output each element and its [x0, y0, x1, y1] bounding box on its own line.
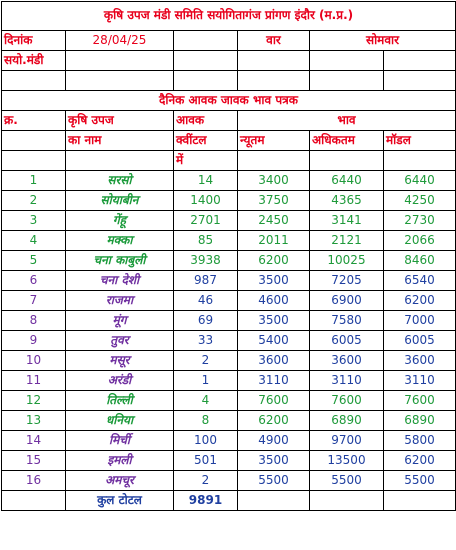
row-modal-price: 6890 [384, 411, 456, 431]
row-min-price: 5500 [238, 471, 310, 491]
row-modal-price: 2066 [384, 231, 456, 251]
row-serial: 8 [2, 311, 66, 331]
row-modal-price: 3110 [384, 371, 456, 391]
table-row [2, 371, 456, 391]
row-min-price: 3600 [238, 351, 310, 371]
row-serial: 15 [2, 451, 66, 471]
empty-cell [310, 151, 384, 171]
row-crop-name: सोयाबीन [66, 191, 174, 211]
table-row [2, 331, 456, 351]
table-row [2, 211, 456, 231]
row-arrival: 14 [174, 171, 238, 191]
row-modal-price: 5800 [384, 431, 456, 451]
row-arrival: 2701 [174, 211, 238, 231]
row-min-price: 3500 [238, 451, 310, 471]
row-modal-price: 6200 [384, 291, 456, 311]
row-crop-name: अरंडी [66, 371, 174, 391]
row-arrival: 987 [174, 271, 238, 291]
empty-cell [2, 131, 66, 151]
table-row [2, 391, 456, 411]
row-modal-price: 3600 [384, 351, 456, 371]
row-min-price: 6200 [238, 251, 310, 271]
table-row [2, 351, 456, 371]
row-serial: 10 [2, 351, 66, 371]
row-min-price: 6200 [238, 411, 310, 431]
empty-cell [2, 151, 66, 171]
row-arrival: 501 [174, 451, 238, 471]
row-modal-price: 6540 [384, 271, 456, 291]
row-max-price: 2121 [310, 231, 384, 251]
row-max-price: 6890 [310, 411, 384, 431]
day-label: वार [238, 31, 310, 51]
row-max-price: 13500 [310, 451, 384, 471]
row-arrival: 33 [174, 331, 238, 351]
header-price: भाव [238, 111, 456, 131]
row-modal-price: 4250 [384, 191, 456, 211]
row-max-price: 9700 [310, 431, 384, 451]
row-crop-name: राजमा [66, 291, 174, 311]
empty-cell [310, 51, 384, 71]
row-arrival: 8 [174, 411, 238, 431]
row-min-price: 3400 [238, 171, 310, 191]
row-max-price: 7580 [310, 311, 384, 331]
report-title: दैनिक आवक जावक भाव पत्रक [2, 91, 456, 111]
row-min-price: 3750 [238, 191, 310, 211]
row-max-price: 10025 [310, 251, 384, 271]
header-arrival-line1: आवक [174, 111, 238, 131]
row-min-price: 2011 [238, 231, 310, 251]
table-row [2, 251, 456, 271]
row-serial: 14 [2, 431, 66, 451]
row-max-price: 7205 [310, 271, 384, 291]
total-label: कुल टोटल [66, 491, 174, 511]
empty-cell [66, 71, 174, 91]
header-max: अधिकतम [310, 131, 384, 151]
row-crop-name: गेंहू [66, 211, 174, 231]
row-min-price: 2450 [238, 211, 310, 231]
table-row [2, 431, 456, 451]
row-modal-price: 8460 [384, 251, 456, 271]
row-serial: 11 [2, 371, 66, 391]
row-crop-name: चना देशी [66, 271, 174, 291]
row-arrival: 100 [174, 431, 238, 451]
empty-cell [174, 71, 238, 91]
row-arrival: 4 [174, 391, 238, 411]
row-modal-price: 2730 [384, 211, 456, 231]
row-crop-name: मसूर [66, 351, 174, 371]
row-max-price: 3141 [310, 211, 384, 231]
header-arrival-line2: क्वींटल [174, 131, 238, 151]
row-min-price: 3500 [238, 311, 310, 331]
row-min-price: 4600 [238, 291, 310, 311]
table-row [2, 411, 456, 431]
row-min-price: 3500 [238, 271, 310, 291]
total-row [2, 491, 456, 511]
row-serial: 4 [2, 231, 66, 251]
row-serial: 12 [2, 391, 66, 411]
empty-cell [66, 51, 174, 71]
row-crop-name: अमचूर [66, 471, 174, 491]
row-crop-name: चना काबुली [66, 251, 174, 271]
header-crop-line1: कृषि उपज [66, 111, 174, 131]
empty-cell [384, 151, 456, 171]
row-crop-name: तुवर [66, 331, 174, 351]
row-serial: 7 [2, 291, 66, 311]
row-max-price: 6900 [310, 291, 384, 311]
row-max-price: 3600 [310, 351, 384, 371]
row-arrival: 2 [174, 351, 238, 371]
empty-cell [238, 51, 310, 71]
row-serial: 3 [2, 211, 66, 231]
table-row [2, 311, 456, 331]
day-value: सोमवार [310, 31, 456, 51]
table-row [2, 471, 456, 491]
row-arrival: 1400 [174, 191, 238, 211]
empty-cell [310, 71, 384, 91]
row-min-price: 5400 [238, 331, 310, 351]
empty-cell [384, 491, 456, 511]
row-max-price: 7600 [310, 391, 384, 411]
empty-cell [2, 71, 66, 91]
row-modal-price: 6440 [384, 171, 456, 191]
empty-cell [66, 151, 174, 171]
table-row [2, 451, 456, 471]
row-modal-price: 6005 [384, 331, 456, 351]
row-crop-name: सरसो [66, 171, 174, 191]
row-crop-name: तिल्ली [66, 391, 174, 411]
empty-cell [2, 491, 66, 511]
row-serial: 13 [2, 411, 66, 431]
row-crop-name: धनिया [66, 411, 174, 431]
row-crop-name: मक्का [66, 231, 174, 251]
table-row [2, 291, 456, 311]
row-min-price: 3110 [238, 371, 310, 391]
row-crop-name: इमली [66, 451, 174, 471]
header-serial: क्र. [2, 111, 66, 131]
row-serial: 16 [2, 471, 66, 491]
row-crop-name: मिर्ची [66, 431, 174, 451]
row-serial: 9 [2, 331, 66, 351]
row-arrival: 46 [174, 291, 238, 311]
row-max-price: 4365 [310, 191, 384, 211]
row-crop-name: मूंग [66, 311, 174, 331]
row-max-price: 6005 [310, 331, 384, 351]
table-row [2, 231, 456, 251]
row-serial: 2 [2, 191, 66, 211]
row-serial: 5 [2, 251, 66, 271]
date-value: 28/04/25 [66, 31, 174, 51]
header-crop-line2: का नाम [66, 131, 174, 151]
row-serial: 6 [2, 271, 66, 291]
row-min-price: 4900 [238, 431, 310, 451]
sheet-title: कृषि उपज मंडी समिति सयोगितागंज प्रांगण इंदौर (म.प्र.) [2, 2, 456, 31]
table-row [2, 171, 456, 191]
date-label: दिनांक [2, 31, 66, 51]
empty-cell [384, 71, 456, 91]
total-arrival: 9891 [174, 491, 238, 511]
row-arrival: 3938 [174, 251, 238, 271]
table-row [2, 191, 456, 211]
row-arrival: 1 [174, 371, 238, 391]
empty-cell [238, 151, 310, 171]
row-modal-price: 6200 [384, 451, 456, 471]
row-max-price: 3110 [310, 371, 384, 391]
header-arrival-line3: में [174, 151, 238, 171]
header-min: न्यूतम [238, 131, 310, 151]
row-arrival: 2 [174, 471, 238, 491]
row-modal-price: 7600 [384, 391, 456, 411]
empty-cell [174, 51, 238, 71]
empty-cell [238, 491, 310, 511]
row-serial: 1 [2, 171, 66, 191]
table-row [2, 271, 456, 291]
empty-cell [238, 71, 310, 91]
row-modal-price: 5500 [384, 471, 456, 491]
row-min-price: 7600 [238, 391, 310, 411]
row-max-price: 5500 [310, 471, 384, 491]
mandi-rate-sheet [1, 1, 456, 511]
empty-cell [384, 51, 456, 71]
row-arrival: 69 [174, 311, 238, 331]
empty-cell [310, 491, 384, 511]
row-modal-price: 7000 [384, 311, 456, 331]
row-max-price: 6440 [310, 171, 384, 191]
mandi-label: सयो.मंडी [2, 51, 66, 71]
empty-cell [174, 31, 238, 51]
row-arrival: 85 [174, 231, 238, 251]
header-modal: मॉडल [384, 131, 456, 151]
